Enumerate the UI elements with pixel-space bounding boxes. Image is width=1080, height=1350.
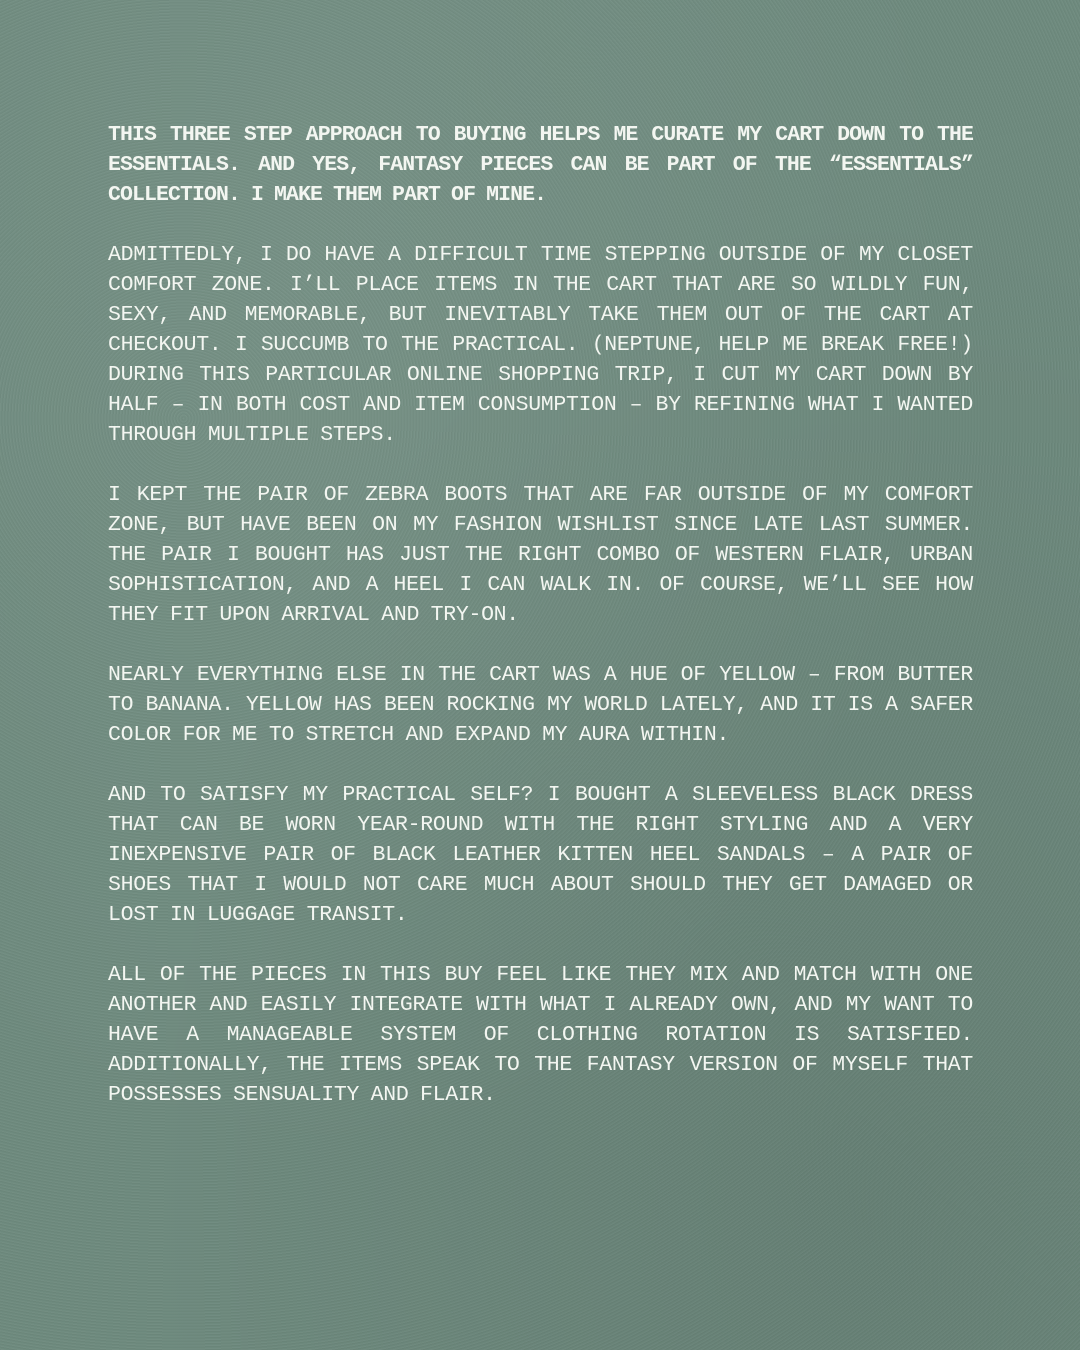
intro-paragraph: THIS THREE STEP APPROACH TO BUYING HELPS ME CURATE MY CART DOWN TO THE ESSENTIALS. AND YES, FANTASY PIECES CAN BE PART OF THE “ESSENTIALS” COLLECTION. I MAKE THEM PART OF MINE. <box>108 123 973 207</box>
comfort-zone-paragraph: ADMITTEDLY, I DO HAVE A DIFFICULT TIME STEPPING OUTSIDE OF MY CLOSET COMFORT ZONE. I’LL PLACE ITEMS IN THE CART THAT ARE SO WILDLY FUN, SEXY, AND MEMORABLE, BUT INEVITABLY TAKE THEM OUT OF THE CART AT CHECKOUT. I SUCCUMB TO THE PRACTICAL. (NEPTUNE, HELP ME BREAK FREE!) DURING THIS PARTICULAR ONLINE SHOPPING TRIP, I CUT MY CART DOWN BY HALF – IN BOTH COST AND ITEM CONSUMPTION – BY REFINING WHAT I WANTED THROUGH MULTIPLE STEPS. <box>108 243 973 447</box>
zebra-boots-paragraph: I KEPT THE PAIR OF ZEBRA BOOTS THAT ARE FAR OUTSIDE OF MY COMFORT ZONE, BUT HAVE BEEN ON MY FASHION WISHLIST SINCE LATE LAST SUMMER. THE PAIR I BOUGHT HAS JUST THE RIGHT COMBO OF WESTERN FLAIR, URBAN SOPHISTICATION, AND A HEEL I CAN WALK IN. OF COURSE, WE’LL SEE HOW THEY FIT UPON ARRIVAL AND TRY-ON. <box>108 483 973 627</box>
yellow-hue-paragraph: NEARLY EVERYTHING ELSE IN THE CART WAS A HUE OF YELLOW – FROM BUTTER TO BANANA. YELLOW HAS BEEN ROCKING MY WORLD LATELY, AND IT IS A SAFER COLOR FOR ME TO STRETCH AND EXPAND MY AURA WITHIN. <box>108 663 973 747</box>
practical-self-paragraph: AND TO SATISFY MY PRACTICAL SELF? I BOUGHT A SLEEVELESS BLACK DRESS THAT CAN BE WORN YEAR-ROUND WITH THE RIGHT STYLING AND A VERY INEXPENSIVE PAIR OF BLACK LEATHER KITTEN HEEL SANDALS – A PAIR OF SHOES THAT I WOULD NOT CARE MUCH ABOUT SHOULD THEY GET DAMAGED OR LOST IN LUGGAGE TRANSIT. <box>108 783 973 927</box>
text-page <box>108 120 973 1140</box>
closing-paragraph: ALL OF THE PIECES IN THIS BUY FEEL LIKE THEY MIX AND MATCH WITH ONE ANOTHER AND EASILY INTEGRATE WITH WHAT I ALREADY OWN, AND MY WANT TO HAVE A MANAGEABLE SYSTEM OF CLOTHING ROTATION IS SATISFIED. ADDITIONALLY, THE ITEMS SPEAK TO THE FANTASY VERSION OF MYSELF THAT POSSESSES SENSUALITY AND FLAIR. <box>108 963 973 1107</box>
